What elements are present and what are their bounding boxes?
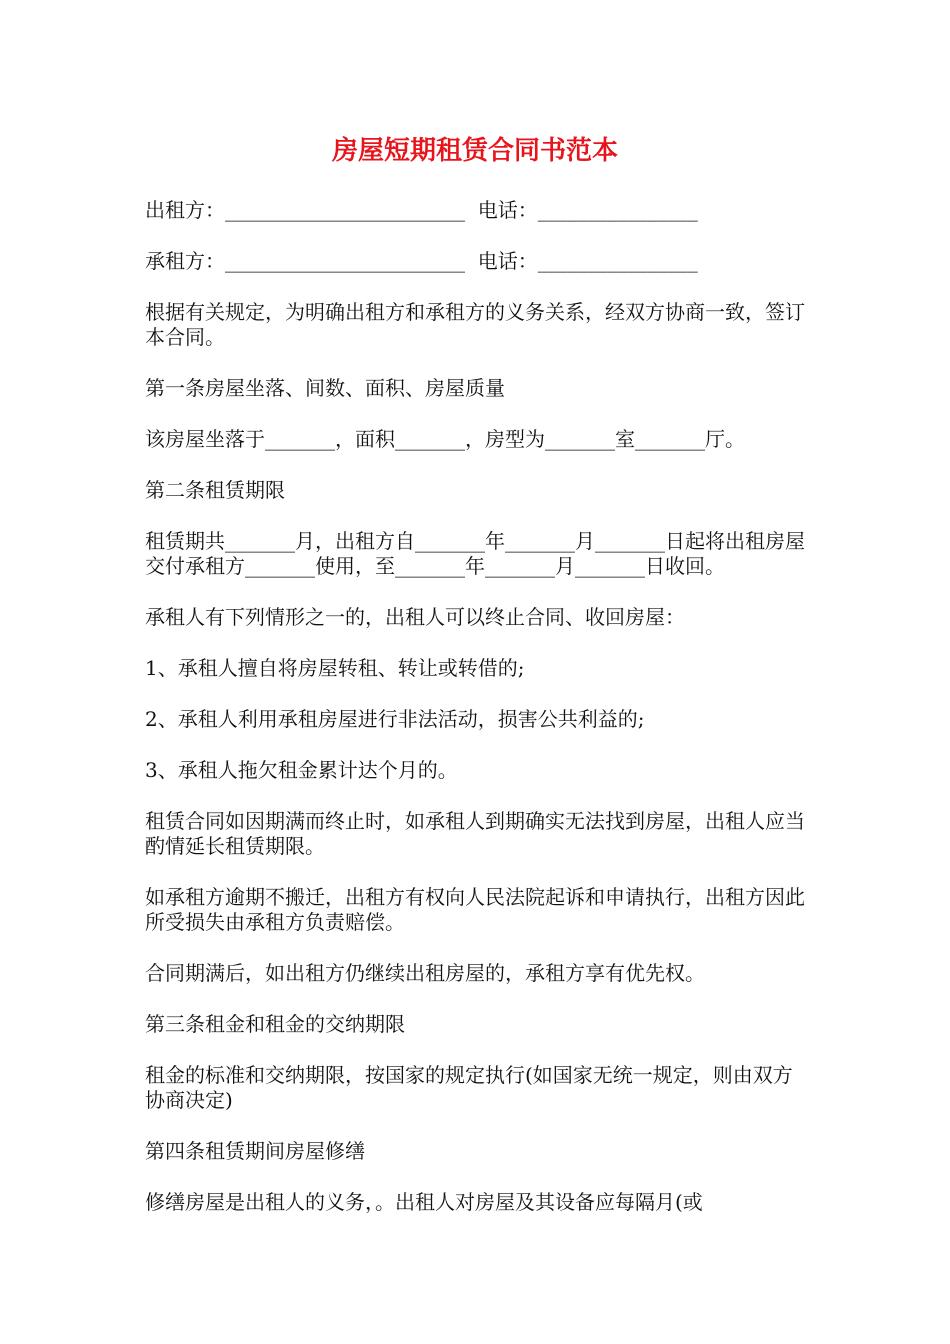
termination-item-3: 3、承租人拖欠租金累计达个月的。 (145, 758, 458, 782)
article-2-heading: 第二条租赁期限 (145, 478, 285, 502)
lessor-line: 出租方：________________________ 电话：________________ (145, 198, 698, 222)
preamble-paragraph: 根据有关规定，为明确出租方和承租方的义务关系，经双方协商一致，签订本合同。 (145, 300, 805, 349)
property-location-paragraph: 该房屋坐落于_______，面积_______，房型为_______室_______厅。 (145, 427, 745, 451)
termination-item-1: 1、承租人擅自将房屋转租、转让或转借的; (145, 656, 525, 680)
article-3-heading: 第三条租金和租金的交纳期限 (145, 1012, 405, 1036)
termination-item-2: 2、承租人利用承租房屋进行非法活动，损害公共利益的; (145, 707, 645, 731)
rent-standard-paragraph: 租金的标准和交纳期限，按国家的规定执行(如国家无统一规定，则由双方协商决定) (145, 1063, 793, 1112)
priority-right-paragraph: 合同期满后，如出租方仍继续出租房屋的，承租方享有优先权。 (145, 961, 705, 985)
lease-term-paragraph: 租赁期共_______月，出租方自_______年_______月_______日起将出租房屋交付承租方_______使用，至_______年_______月_______日收回。 (145, 529, 805, 578)
document-body (145, 198, 809, 1241)
expiry-extension-paragraph: 租赁合同如因期满而终止时，如承租人到期确实无法找到房屋，出租人应当酌情延长租赁期限。 (145, 809, 805, 858)
article-1-heading: 第一条房屋坐落、间数、面积、房屋质量 (145, 376, 505, 400)
document-title: 房屋短期租赁合同书范本 (331, 136, 618, 166)
termination-intro-paragraph: 承租人有下列情形之一的，出租人可以终止合同、收回房屋： (145, 605, 685, 629)
overstay-paragraph: 如承租方逾期不搬迁，出租方有权向人民法院起诉和申请执行，出租方因此所受损失由承租方负责赔偿。 (145, 885, 805, 934)
lessee-line: 承租方：________________________ 电话：________________ (145, 249, 698, 273)
article-4-heading: 第四条租赁期间房屋修缮 (145, 1139, 365, 1163)
repair-duty-paragraph: 修缮房屋是出租人的义务，。出租人对房屋及其设备应每隔月(或 (145, 1190, 703, 1214)
